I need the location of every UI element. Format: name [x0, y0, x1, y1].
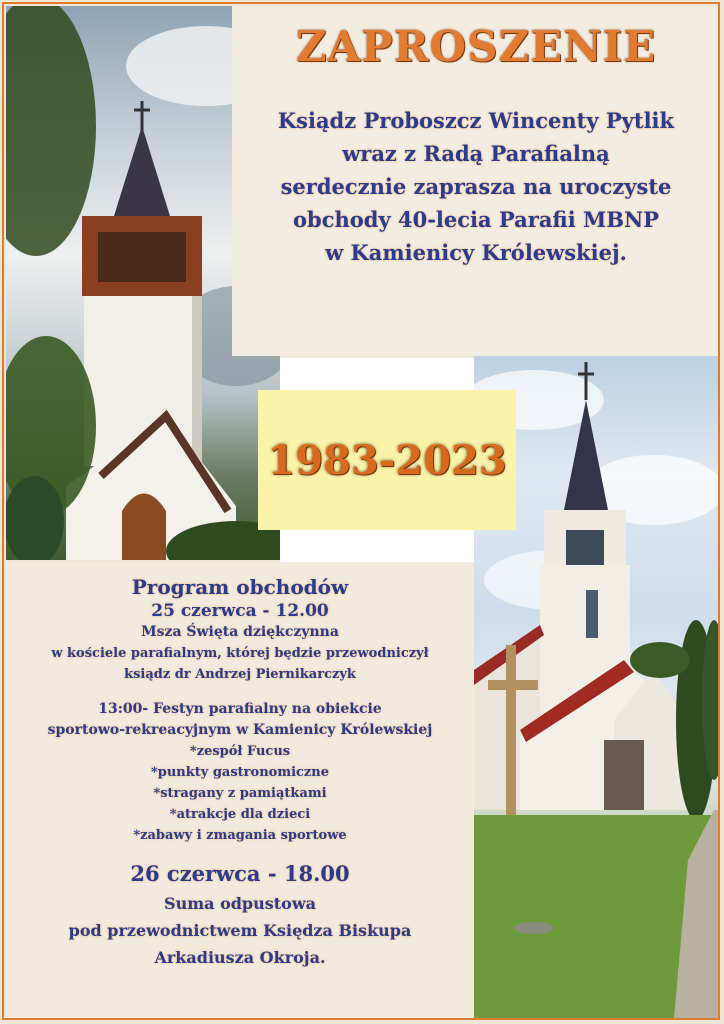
day2-date: 26 czerwca - 18.00: [130, 861, 350, 886]
invitation-title: ZAPROSZENIE: [295, 22, 657, 71]
intro-line: wraz z Radą Parafialną: [342, 141, 610, 166]
intro-line: Ksiądz Proboszcz Wincenty Pytlik: [277, 108, 675, 133]
day1-date: 25 czerwca - 12.00: [151, 601, 329, 621]
attraction-item: *zabawy i zmagania sportowe: [133, 828, 347, 843]
suma-detail: pod przewodnictwem Księdza Biskupa: [68, 921, 412, 940]
mass-celebrant: ksiądz dr Andrzej Piernikarczyk: [124, 667, 356, 682]
attraction-item: *punkty gastronomiczne: [150, 765, 330, 780]
suma-title: Suma odpustowa: [164, 894, 316, 913]
anniversary-years: 1983-2023: [267, 436, 507, 484]
mass-detail: w kościele parafialnym, której będzie przewodniczył: [51, 646, 429, 661]
attraction-item: *zespół Fucus: [189, 744, 291, 759]
intro-line: serdecznie zaprasza na uroczyste: [280, 174, 672, 199]
attraction-item: *atrakcje dla dzieci: [169, 807, 311, 822]
festyn-location: sportowo-rekreacyjnym w Kamienicy Królewskiej: [47, 722, 433, 738]
intro-line: obchody 40-lecia Parafii MBNP: [293, 207, 659, 232]
attraction-item: *stragany z pamiątkami: [153, 786, 327, 801]
festyn-line: 13:00- Festyn parafialny na obiekcie: [98, 701, 382, 717]
poster-border: [2, 2, 720, 1020]
program-heading: Program obchodów: [131, 575, 349, 599]
suma-bishop: Arkadiusza Okroja.: [154, 948, 326, 967]
mass-title: Msza Święta dziękczynna: [141, 624, 339, 640]
intro-line: w Kamienicy Królewskiej.: [325, 240, 627, 265]
